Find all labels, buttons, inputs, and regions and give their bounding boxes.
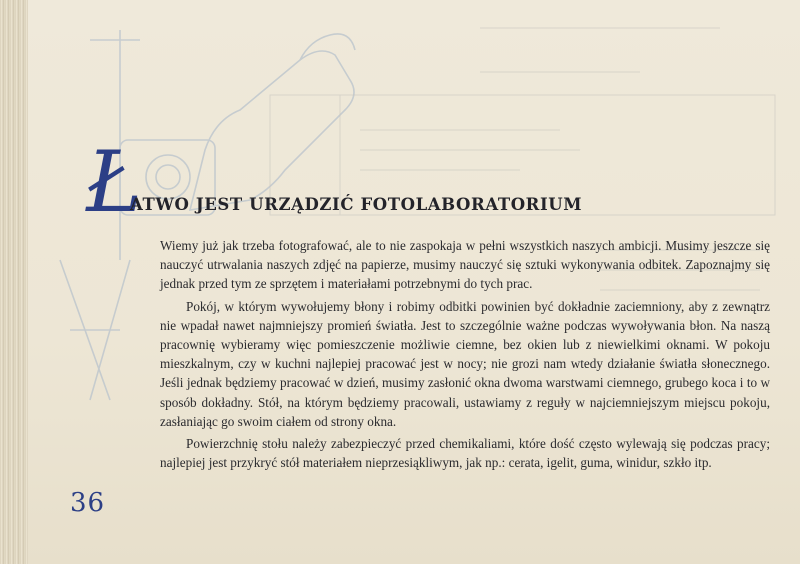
paragraph: Pokój, w którym wywołujemy błony i robimy odbitki powinien być dokładnie zaciemniony, aby z zewnątrz nie wpadał nawet najmniejszy promień światła. Jest to szczególnie ważne podczas wywoływania błon. Na naszą pracownię wybieramy więc pomieszczenie możliwie ciemne, bez okien lub z niewielkimi oknami. W pokoju mieszkalnym, czy w kuchni najlepiej pracować jest w nocy; nie grozi nam wtedy działanie światła słonecznego. Jeśli jednak będziemy pracować w dzień, musimy zasłonić okna dwoma warstwami ciemnego, grubego koca i to w sposób dokładny. Stół, na którym będziemy pracowali, ustawiamy z reguły w najciemniejszym miejscu pokoju, zasłaniając go swoim ciałem od strony okna. xyxy=(160,298,770,429)
paragraph: Powierzchnię stołu należy zabezpieczyć przed chemikaliami, które dość często wylewają się podczas pracy; najlepiej jest przykryć stół materiałem nieprzesiąkliwym, jak np.: cerata, igelit, guma, winidur, szkło itp. xyxy=(160,436,770,471)
paragraph: Wiemy już jak trzeba fotografować, ale to nie zaspokaja w pełni wszystkich naszych ambicji. Musimy jeszcze się nauczyć utrwalania naszych zdjęć na papierze, musimy nauczyć się sztuki wykonywania odbitek. Zapoznajmy się jednak przed tym ze sprzętem i materiałami potrzebnymi do tych prac. xyxy=(160,238,770,292)
page-number: 36 xyxy=(70,488,106,518)
drop-cap-initial: Ł xyxy=(86,133,143,231)
chapter-title: ATWO JEST URZĄDZIĆ FOTOLABORATORIUM xyxy=(130,195,583,214)
body-text xyxy=(160,236,770,475)
